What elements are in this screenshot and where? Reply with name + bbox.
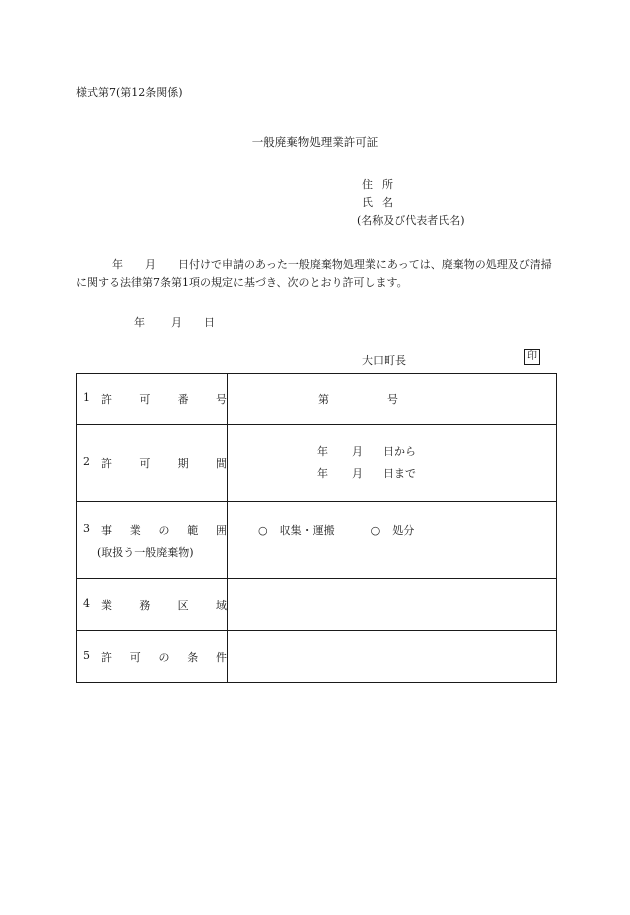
seal-mark: 印 xyxy=(524,349,540,365)
issue-date xyxy=(134,314,215,330)
permit-period-cell xyxy=(228,425,557,502)
scope-sub-label: (取扱う一般廃棄物) xyxy=(97,546,194,559)
address-label: 住所 xyxy=(362,178,402,191)
period-from-month: 月 xyxy=(352,445,363,458)
period-to-month: 月 xyxy=(352,467,363,480)
label-char: 囲 xyxy=(216,524,227,537)
label-char: 業 xyxy=(129,524,141,537)
option-collection-mark[interactable]: ○ xyxy=(258,524,268,537)
business-scope-cell xyxy=(228,502,557,579)
issuer-name: 大口町長 xyxy=(362,354,406,367)
label-char: 件 xyxy=(216,650,227,664)
name-note: (名称及び代表者氏名) xyxy=(357,214,465,227)
option-collection-label: 収集・運搬 xyxy=(279,524,335,537)
document-title: 一般廃棄物処理業許可証 xyxy=(251,135,379,149)
name-label: 氏名 xyxy=(362,196,402,209)
body-month: 月 xyxy=(145,258,156,271)
period-from-suffix: 日から xyxy=(383,445,416,458)
row-label-permit-conditions xyxy=(77,631,228,683)
row-number: 2 xyxy=(83,455,90,468)
row-number: 3 xyxy=(83,522,90,535)
period-to-year: 年 xyxy=(317,467,328,480)
table-row xyxy=(77,502,557,579)
row-number: 4 xyxy=(83,596,90,610)
row-number: 5 xyxy=(83,648,90,662)
label-char: 区 xyxy=(177,598,189,612)
table-row xyxy=(77,631,557,683)
form-number: 様式第7(第12条関係) xyxy=(76,86,183,99)
label-char: 範 xyxy=(187,524,199,537)
permit-number-cell xyxy=(228,374,557,425)
issue-date-day: 日 xyxy=(204,316,215,329)
body-paragraph: 日付けで申請のあった一般廃棄物処理業にあっては、廃棄物の処理及び清掃に関する法律第7条第1項の規定に基づき、次のとおり許可します。 xyxy=(76,258,552,289)
row-label-business-scope xyxy=(77,502,228,579)
table-row xyxy=(77,425,557,502)
period-from-year: 年 xyxy=(317,445,328,458)
label-char: 可 xyxy=(139,457,151,470)
row-label-service-area xyxy=(77,579,228,631)
label-char: 間 xyxy=(215,457,227,470)
row-label-permit-number xyxy=(77,374,228,425)
label-char: の xyxy=(158,650,170,664)
label-char: 可 xyxy=(129,650,141,664)
table-row xyxy=(77,579,557,631)
row-label-permit-period xyxy=(77,425,228,502)
label-char: 務 xyxy=(139,598,151,612)
period-to xyxy=(317,463,556,485)
label-char: 条 xyxy=(187,650,199,664)
option-disposal-mark[interactable]: ○ xyxy=(370,524,381,537)
label-char: 期 xyxy=(177,457,189,470)
label-char: の xyxy=(158,524,170,537)
label-char: 業 xyxy=(101,598,112,612)
label-char: 許 xyxy=(101,650,112,664)
option-disposal-label: 処分 xyxy=(392,524,415,537)
permit-conditions-cell[interactable] xyxy=(228,631,557,683)
service-area-cell[interactable] xyxy=(228,579,557,631)
label-char: 可 xyxy=(139,393,151,406)
label-char: 事 xyxy=(101,524,112,537)
issue-date-month: 月 xyxy=(171,316,182,329)
permit-go: 号 xyxy=(387,393,398,406)
period-to-suffix: 日まで xyxy=(383,467,416,480)
body-text xyxy=(76,256,558,292)
label-char: 番 xyxy=(177,393,189,406)
period-from xyxy=(317,441,556,463)
label-char: 許 xyxy=(101,457,112,470)
label-char: 許 xyxy=(101,393,112,406)
table-row xyxy=(77,374,557,425)
permit-dai: 第 xyxy=(318,393,329,406)
label-char: 域 xyxy=(215,598,227,612)
label-char: 号 xyxy=(215,393,227,406)
issue-date-year: 年 xyxy=(134,316,145,329)
row-number: 1 xyxy=(83,391,90,404)
permit-table xyxy=(76,373,557,683)
body-year: 年 xyxy=(112,258,123,271)
